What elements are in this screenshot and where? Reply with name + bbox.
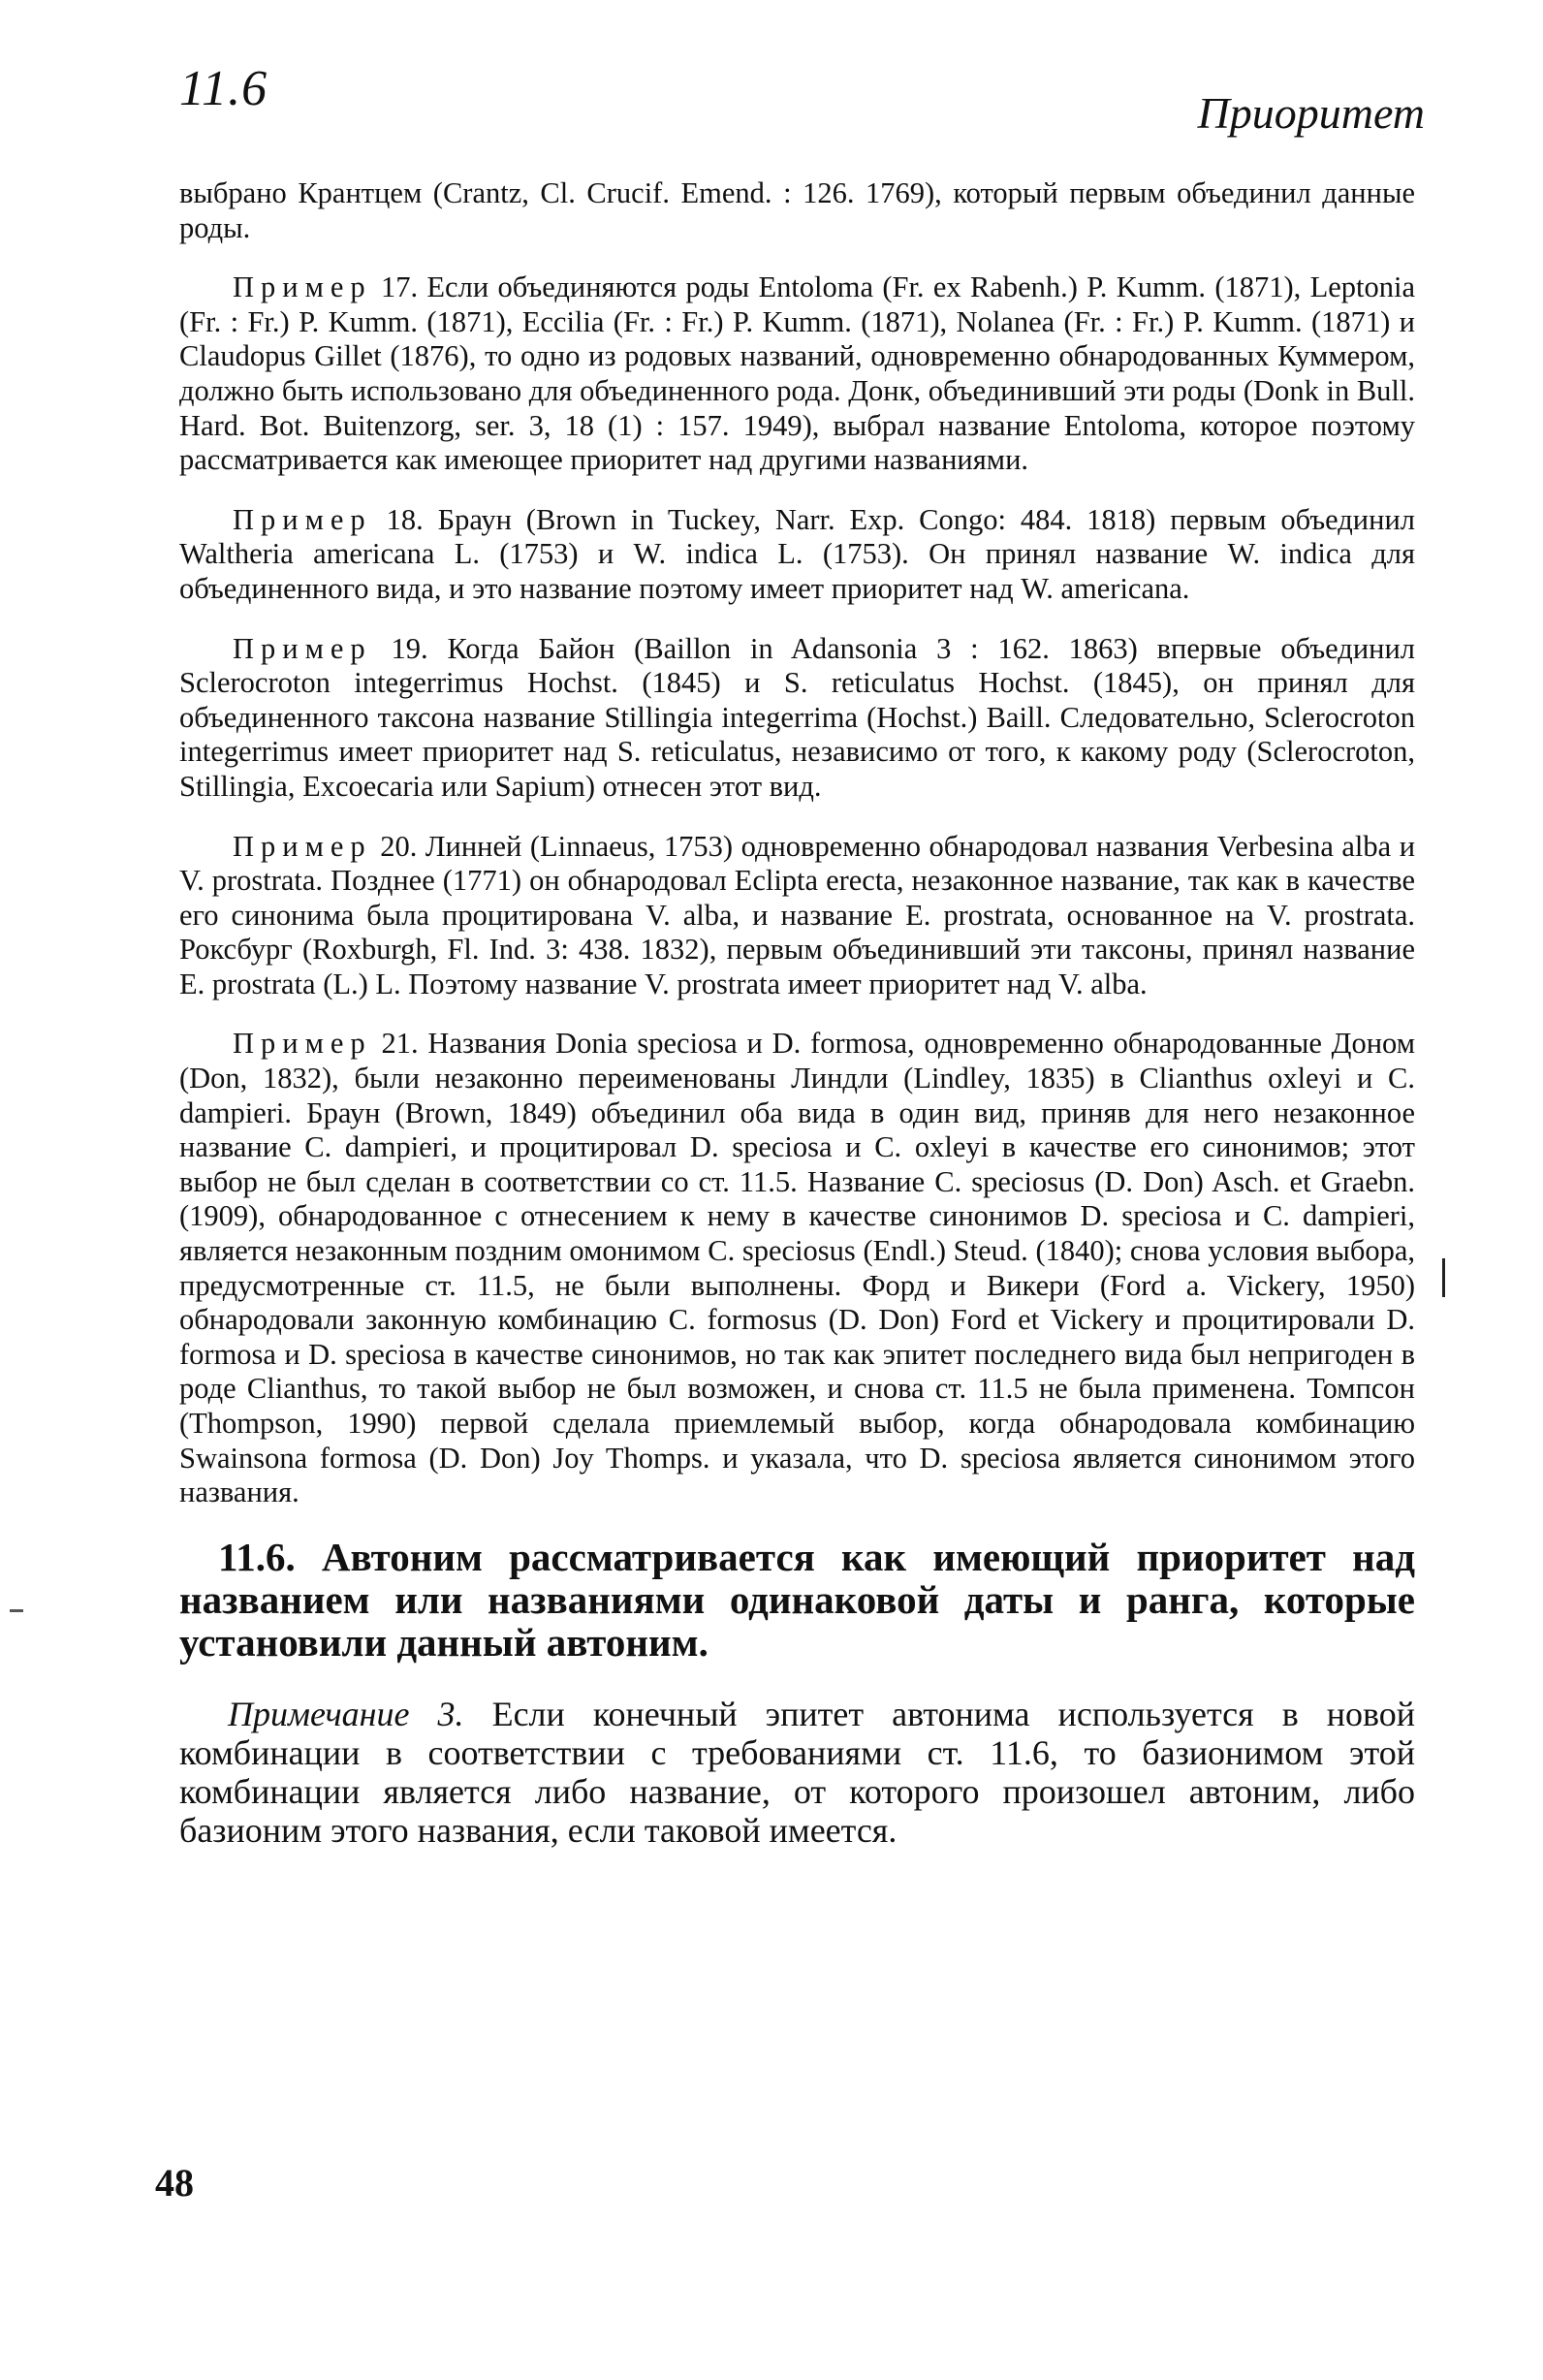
example-text: 17. Если объединяются роды Entoloma (Fr. ex Rabenh.) P. Kumm. (1871), Leptonia (Fr. : Fr.) P. Kumm. (1871), Eccilia (Fr. : Fr.) P. Kumm. (1871), Nolanea (Fr. : Fr.) P. Kumm. (1871) и Claudopus Gillet (1876), то одно из родовых названий, одновременно обнародованных Куммером, должно быть использовано для объединенного рода. Донк, объединивший эти роды (Donk in Bull. Hard. Bot. Buitenzorg, ser. 3, 18 (1) : 157. 1949), выбрал название Entoloma, которое поэтому рассматривается как имеющее приоритет над другими названиями. — [179, 270, 1416, 477]
example-text: 18. Браун (Brown in Tuckey, Narr. Exp. Congo: 484. 1818) первым объединил Waltheria americana L. (1753) и W. indica L. (1753). Он принял название W. indica для объединенного вида, и это название поэтому имеет приоритет над W. americana. — [179, 502, 1415, 605]
example-text: 19. Когда Байон (Baillon in Adansonia 3 : 162. 1863) впервые объединил Sclerocroton integerrimus Hochst. (1845) и S. reticulatus Hochst. (1845), он принял для объединенного таксона название Stillingia integerrima (Hochst.) Baill. Следовательно, Sclerocroton integerrimus имеет приоритет над S. reticulatus, независимо от того, к какому роду (Sclerocroton, Stillingia, Excoecaria или Sapium) отнесен этот вид. — [179, 631, 1416, 803]
example-20 — [179, 830, 1415, 1002]
margin-mark — [1442, 1258, 1445, 1297]
section-number: 11.6 — [179, 61, 268, 116]
example-17 — [179, 270, 1415, 478]
running-title: Приоритет — [1197, 88, 1425, 138]
example-label: Пример — [233, 1027, 372, 1061]
note-text: Если конечный эпитет автонима используется в новой комбинации в соответствии с требованиями ст. 11.6, то базионимом этой комбинации является либо название, от которого произошел автоним, либо базионим этого названия, если таковой имеется. — [179, 1694, 1416, 1850]
continuation-paragraph: выбрано Крантцем (Crantz, Cl. Crucif. Emend. : 126. 1769), который первым объединил данные роды. — [179, 176, 1415, 244]
page-number: 48 — [155, 2161, 194, 2205]
example-label: Пример — [233, 631, 372, 665]
note-label: Примечание 3. — [228, 1694, 464, 1733]
rule-11-6: 11.6. Автоним рассматривается как имеющий приоритет над названием или названиями одинаковой даты и ранга, которые установили данный автоним. — [179, 1534, 1415, 1665]
margin-dash — [10, 1609, 23, 1612]
example-label: Пример — [233, 502, 372, 536]
example-21 — [179, 1027, 1415, 1509]
page-body — [179, 176, 1415, 1850]
example-18 — [179, 503, 1415, 607]
example-text: 21. Названия Donia speciosa и D. formosa, одновременно обнародованные Доном (Don, 1832), были незаконно переименованы Линдли (Lindley, 1835) в Clianthus oxleyi и C. dampieri. Браун (Brown, 1849) объединил оба вида в один вид, приняв для него незаконное название C. dampieri, и процитировал D. speciosa и C. oxleyi в качестве его синонимов; этот выбор не был сделан в соответствии со ст. 11.5. Название C. speciosus (D. Don) Asch. et Graebn. (1909), обнародованное с отнесением к нему в качестве синонимов D. speciosa и C. dampieri, является незаконным поздним омонимом C. speciosus (Endl.) Steud. (1840); снова условия выбора, предусмотренные ст. 11.5, не были выполнены. Форд и Викери (Ford a. Vickery, 1950) обнародовали законную комбинацию C. formosus (D. Don) Ford et Vickery и процитировали D. formosa и D. speciosa в качестве синонимов, но так как эпитет последнего вида был непригоден в роде Clianthus, то такой выбор не был возможен, и снова ст. 11.5 не была применена. Томпсон (Thompson, 1990) первой сделала приемлемый выбор, когда обнародовала комбинацию Swainsona formosa (D. Don) Joy Thomps. и указала, что D. speciosa является синонимом этого названия. — [179, 1027, 1416, 1509]
example-text: 20. Линней (Linnaeus, 1753) одновременно обнародовал названия Verbesina alba и V. prostrata. Позднее (1771) он обнародовал Eclipta erecta, незаконное название, так как в качестве его синонима была процитирована V. alba, и название E. prostrata, основанное на V. prostrata. Роксбург (Roxburgh, Fl. Ind. 3: 438. 1832), первым объединивший эти таксоны, принял название E. prostrata (L.) L. Поэтому название V. prostrata имеет приоритет над V. alba. — [179, 829, 1416, 1000]
example-label: Пример — [233, 270, 372, 304]
example-label: Пример — [233, 829, 372, 863]
example-19 — [179, 632, 1415, 805]
note-3 — [179, 1695, 1415, 1850]
